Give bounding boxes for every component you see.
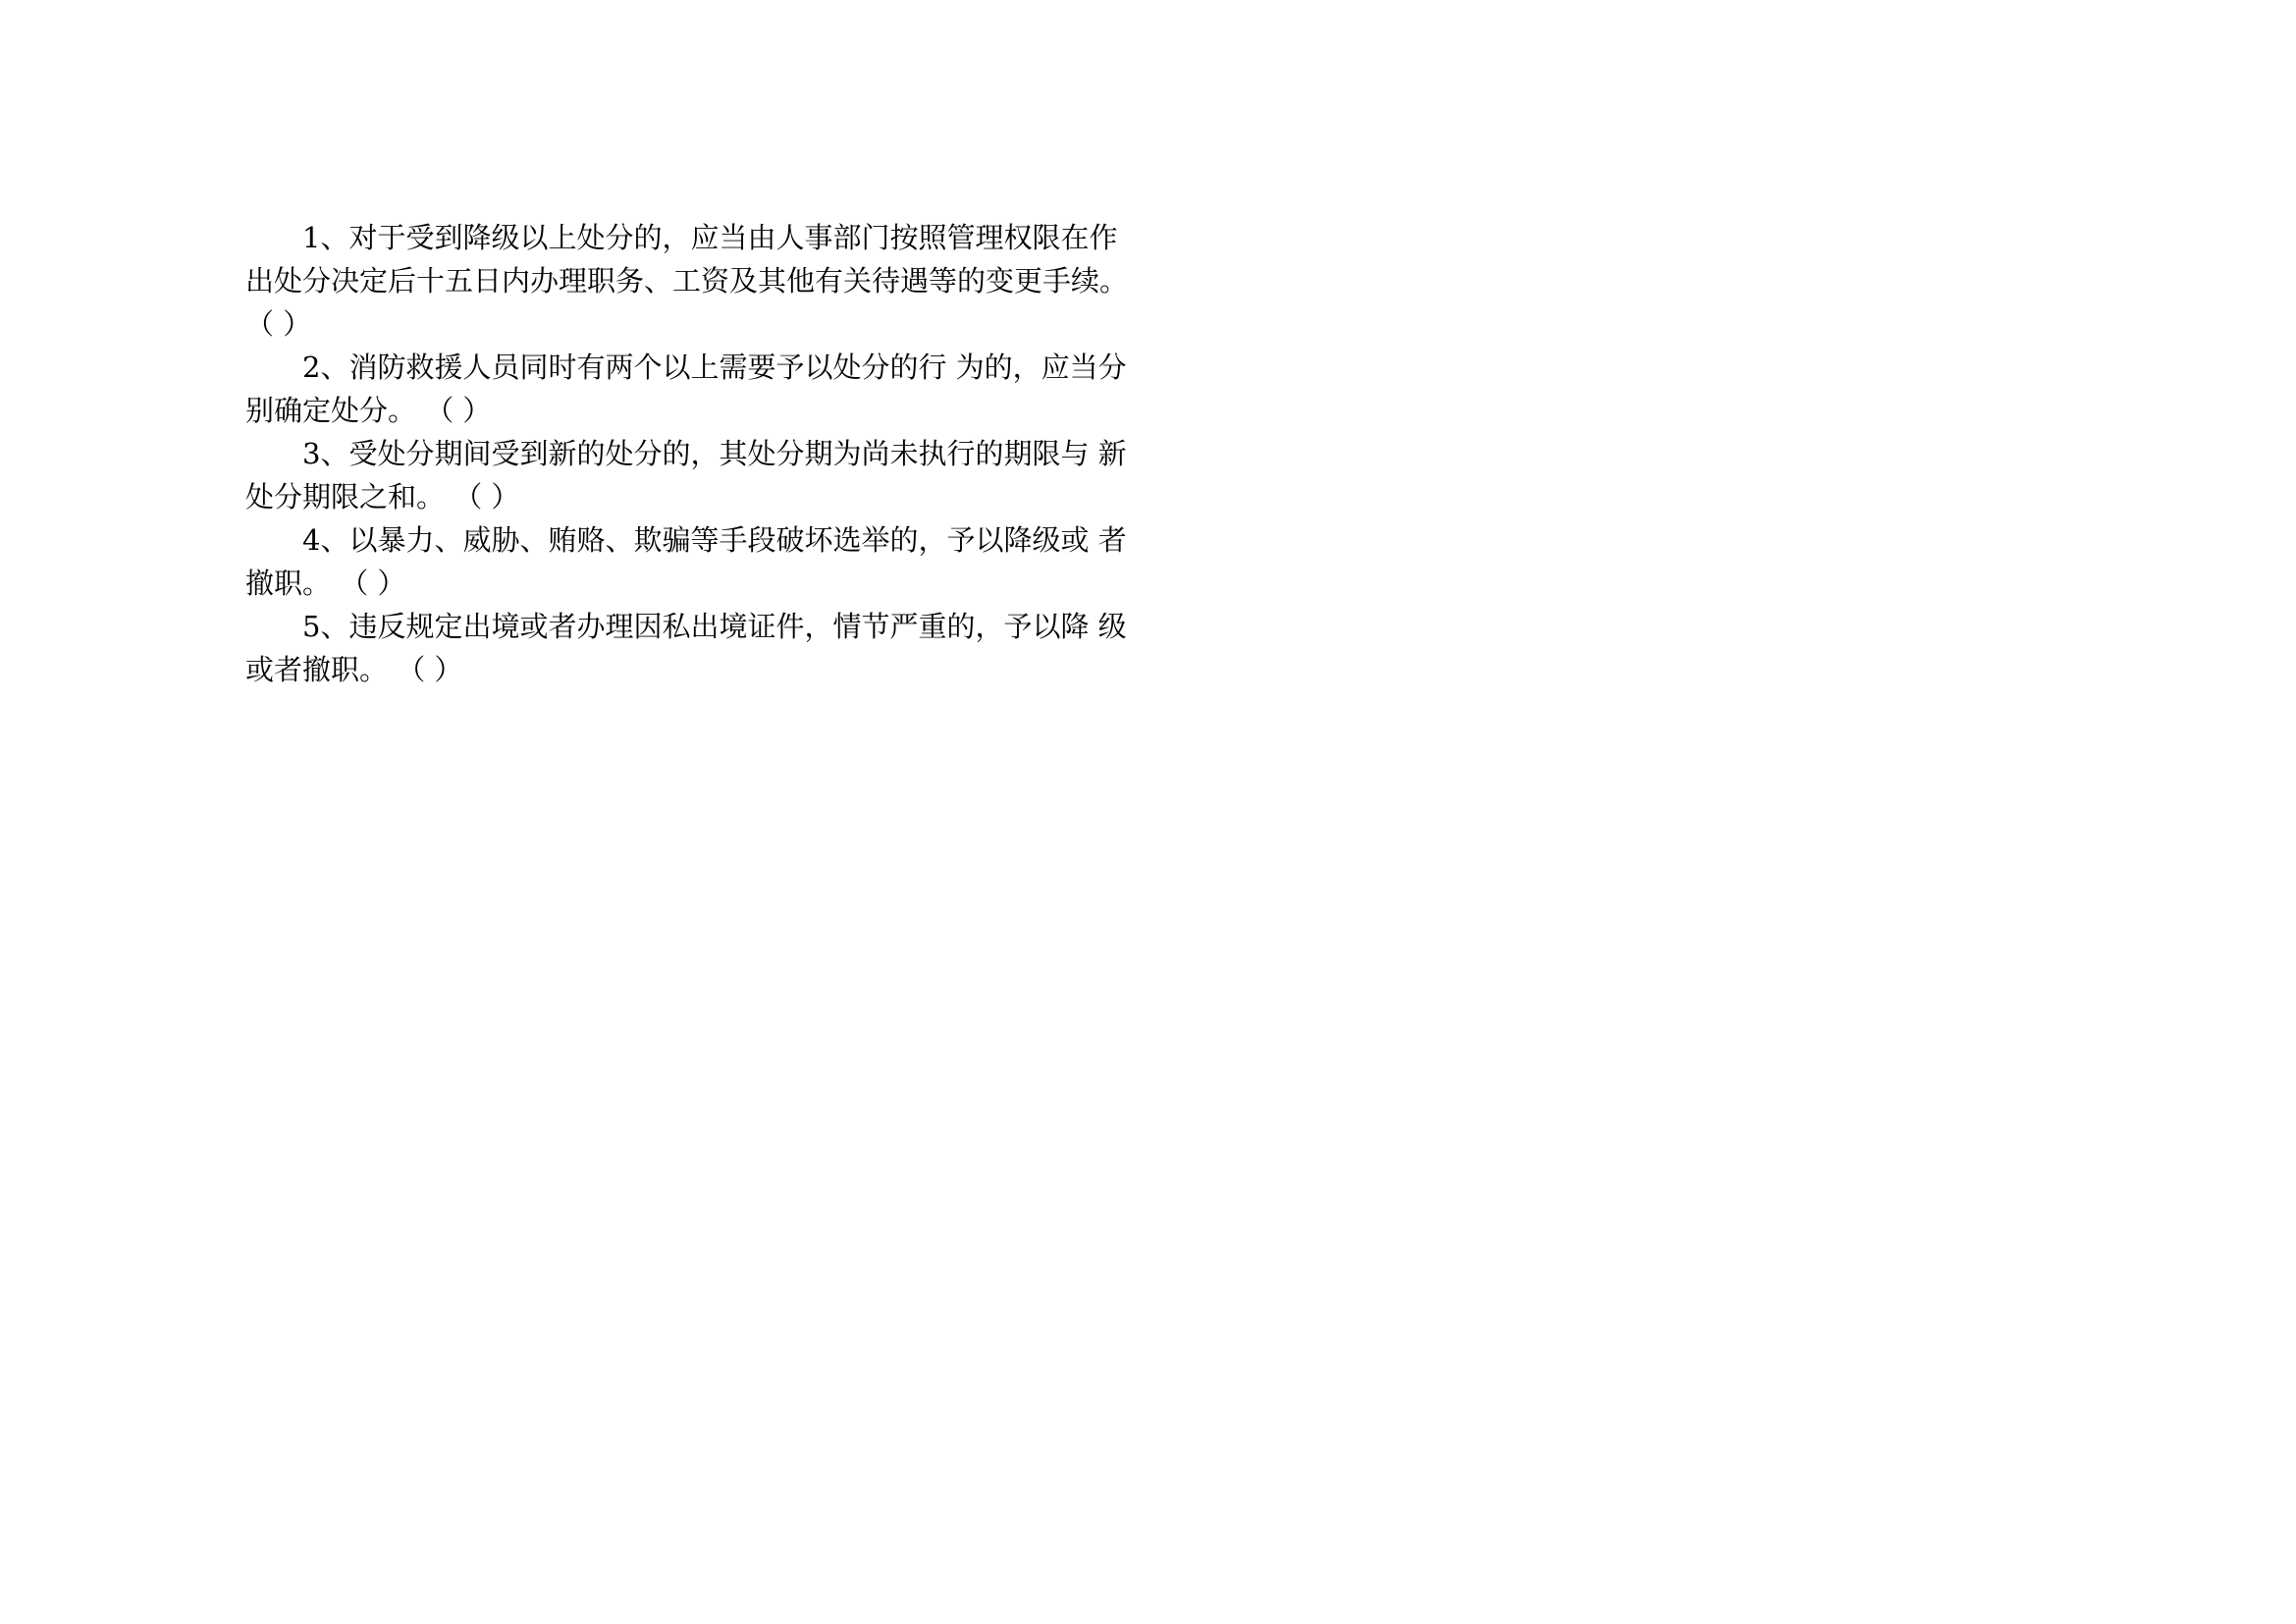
left-column	[245, 216, 1129, 691]
question-1: 1、对于受到降级以上处分的，应当由人事部门按照管理权限在作出处分决定后十五日内办理职务、工资及其他有关待遇等的变更手续。 （ ）	[245, 221, 1129, 341]
question-5: 5、违反规定出境或者办理因私出境证件，情节严重的，予以降 级或者撤职。 （ ）	[245, 610, 1127, 686]
question-4: 4、以暴力、威胁、贿赂、欺骗等手段破坏选举的，予以降级或 者撤职。 （ ）	[245, 523, 1127, 600]
question-2: 2、消防救援人员同时有两个以上需要予以处分的行 为的，应当分别确定处分。 （ ）	[245, 351, 1127, 427]
question-3: 3、受处分期间受到新的处分的，其处分期为尚未执行的期限与 新处分期限之和。 （ ）	[245, 437, 1127, 514]
